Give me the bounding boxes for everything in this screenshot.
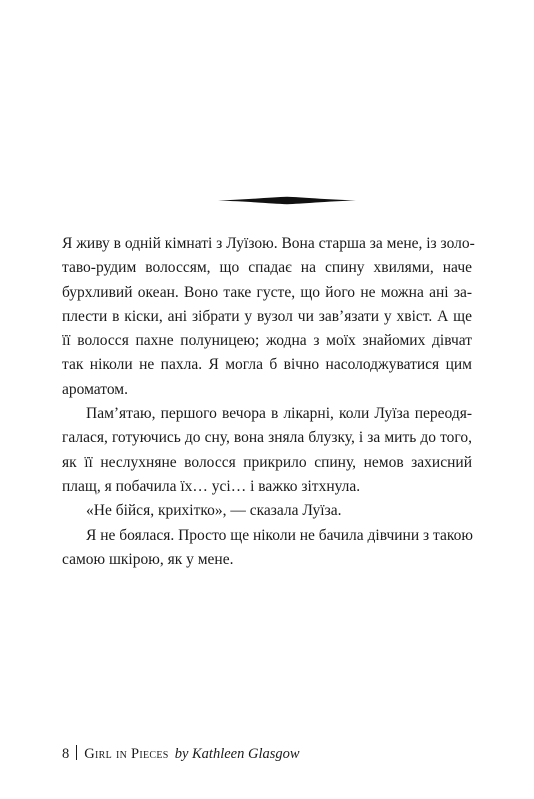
- paragraph: [62, 524, 472, 573]
- book-title: Girl in Pieces: [84, 746, 169, 762]
- text-line: плести в кіски, ані зібрати у вузол чи зав’язати у хвіст. А ще: [62, 307, 472, 325]
- text-line: Пам’ятаю, першого вечора в лікарні, коли Луїза переодя-: [86, 405, 472, 423]
- body-text: [62, 232, 475, 572]
- text-line: Я не боялася. Просто ще ніколи не бачила дівчини з такою: [86, 526, 473, 544]
- paragraph: [62, 499, 472, 523]
- text-line: її волосся пахне полуницею; жодна з моїх знайомих дівчат: [62, 332, 472, 350]
- text-line: Я живу в одній кімнаті з Луїзою. Вона старша за мене, із золо-: [62, 235, 475, 252]
- author-line: by Kathleen Glasgow: [174, 746, 300, 762]
- text-line: галася, готуючись до сну, вона зняла блузку, і за мить до того,: [62, 429, 472, 447]
- text-line: таво-рудим волоссям, що спадає на спину хвилями, наче: [62, 259, 472, 277]
- text-line: плащ, я побачила їх… усі… і важко зітхнула.: [62, 477, 361, 495]
- page-footer: [62, 745, 300, 763]
- text-line: «Не бійся, крихітко», — сказала Луїза.: [86, 502, 342, 520]
- paragraph: [62, 232, 475, 402]
- text-line: самою шкірою, як у мене.: [62, 550, 234, 568]
- section-divider-ornament: [218, 196, 356, 205]
- page-number: 8: [62, 746, 70, 762]
- paragraph: [62, 402, 472, 499]
- text-line: бурхливий океан. Воно таке густе, що його не можна ані за-: [62, 283, 472, 301]
- text-line: так ніколи не пахла. Я могла б вічно насолоджуватися цим: [62, 356, 472, 374]
- text-line: ароматом.: [62, 380, 128, 398]
- text-line: як її неслухняне волосся прикрило спину, немов захисний: [62, 453, 472, 471]
- footer-separator: [76, 745, 77, 760]
